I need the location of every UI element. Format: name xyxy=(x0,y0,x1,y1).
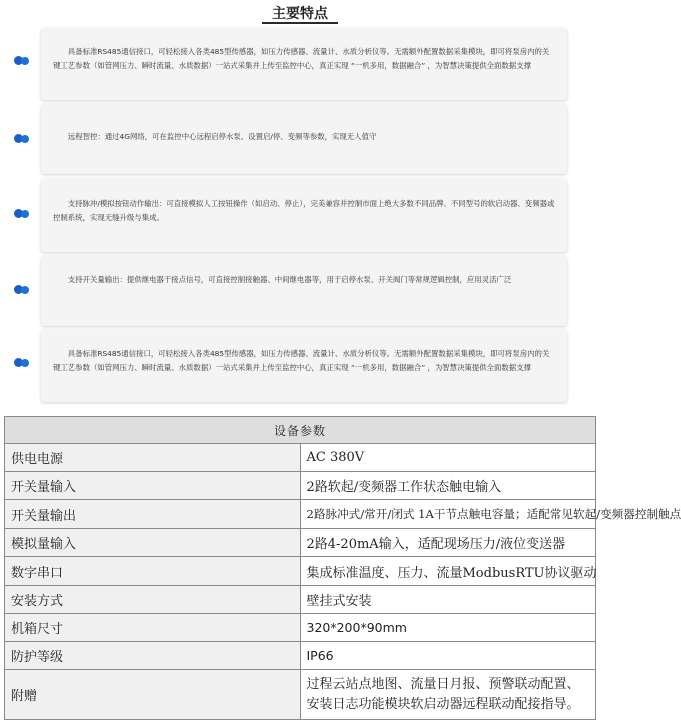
param-value: 320*200*90mm xyxy=(300,614,596,642)
table-row xyxy=(5,586,596,614)
params-header-row xyxy=(5,417,596,444)
param-label: 附赠 xyxy=(5,670,301,720)
param-label: 防护等级 xyxy=(5,642,301,670)
feature-card xyxy=(41,330,567,402)
table-row xyxy=(5,472,596,500)
feature-card xyxy=(41,256,567,326)
feature-text: 支持脉冲/模拟按钮动作输出：可直接模拟人工按钮操作（如启动、停止），完美兼容并控制市面上绝大多数不同品牌、不同型号的软启动器、变频器或控制系统，实现无缝升级与集成。 xyxy=(53,199,555,222)
param-label: 开关量输入 xyxy=(5,472,301,500)
params-table xyxy=(4,416,681,720)
param-label: 开关量输出 xyxy=(5,500,301,529)
double-dot-bullet-icon xyxy=(14,55,34,67)
params-header: 设备参数 xyxy=(5,417,596,444)
table-row xyxy=(5,500,596,529)
title-underline xyxy=(262,22,338,24)
double-dot-bullet-icon xyxy=(14,208,34,220)
param-label: 数字串口 xyxy=(5,557,301,586)
table-row xyxy=(5,529,596,557)
feature-text: 支持开关量输出：提供继电器干接点信号，可直接控制接触器、中间继电器等，用于启停水泵、开关阀门等常规逻辑控制，应用灵活广泛 xyxy=(67,275,512,284)
feature-card xyxy=(41,104,567,174)
param-value: 过程云站点地图、流量日月报、预警联动配置、安装日志功能模块软启动器远程联动配接指导。 xyxy=(300,670,596,720)
table-row xyxy=(5,557,596,586)
param-label: 供电电源 xyxy=(5,444,301,472)
param-value: 2路脉冲式/常开/闭式 1A干节点触电容量；适配常见软起/变频器控制触点 xyxy=(300,500,596,529)
double-dot-bullet-icon xyxy=(14,357,34,369)
table-row xyxy=(5,670,596,720)
param-label: 机箱尺寸 xyxy=(5,614,301,642)
feature-text: 具备标准RS485通信接口，可轻松接入各类485型传感器，如压力传感器、流量计、水质分析仪等。无需额外配置数据采集模块，即可将泵房内的关键工艺参数（如管网压力、瞬时流量、水质数据）一站式采集并上传至监控中心，真正实现 “一机多用，数据融合” ，为智慧决策提供全面数据支撑 xyxy=(53,349,550,372)
page-title: 主要特点 xyxy=(272,6,328,22)
param-value: 2路软起/变频器工作状态触电输入 xyxy=(300,472,596,500)
feature-text: 远程智控：通过4G网络，可在监控中心远程启停水泵、设置启/停、变频等参数，实现无人值守 xyxy=(67,132,377,141)
table-row xyxy=(5,444,596,472)
table-row xyxy=(5,642,596,670)
table-row xyxy=(5,614,596,642)
param-label: 安装方式 xyxy=(5,586,301,614)
feature-card xyxy=(41,179,567,252)
param-value: 集成标准温度、压力、流量ModbusRTU协议驱动 xyxy=(300,557,596,586)
param-value: 2路4-20mA输入，适配现场压力/液位变送器 xyxy=(300,529,596,557)
param-value: AC 380V xyxy=(300,444,596,472)
param-value: IP66 xyxy=(300,642,596,670)
double-dot-bullet-icon xyxy=(14,133,34,145)
param-label: 模拟量输入 xyxy=(5,529,301,557)
param-value: 壁挂式安装 xyxy=(300,586,596,614)
feature-text: 具备标准RS485通信接口，可轻松接入各类485型传感器，如压力传感器、流量计、水质分析仪等。无需额外配置数据采集模块，即可将泵房内的关键工艺参数（如管网压力、瞬时流量、水质数据）一站式采集并上传至监控中心，真正实现 “一机多用，数据融合” ，为智慧决策提供全面数据支撑 xyxy=(53,47,550,70)
feature-card xyxy=(41,28,567,100)
double-dot-bullet-icon xyxy=(14,284,34,296)
